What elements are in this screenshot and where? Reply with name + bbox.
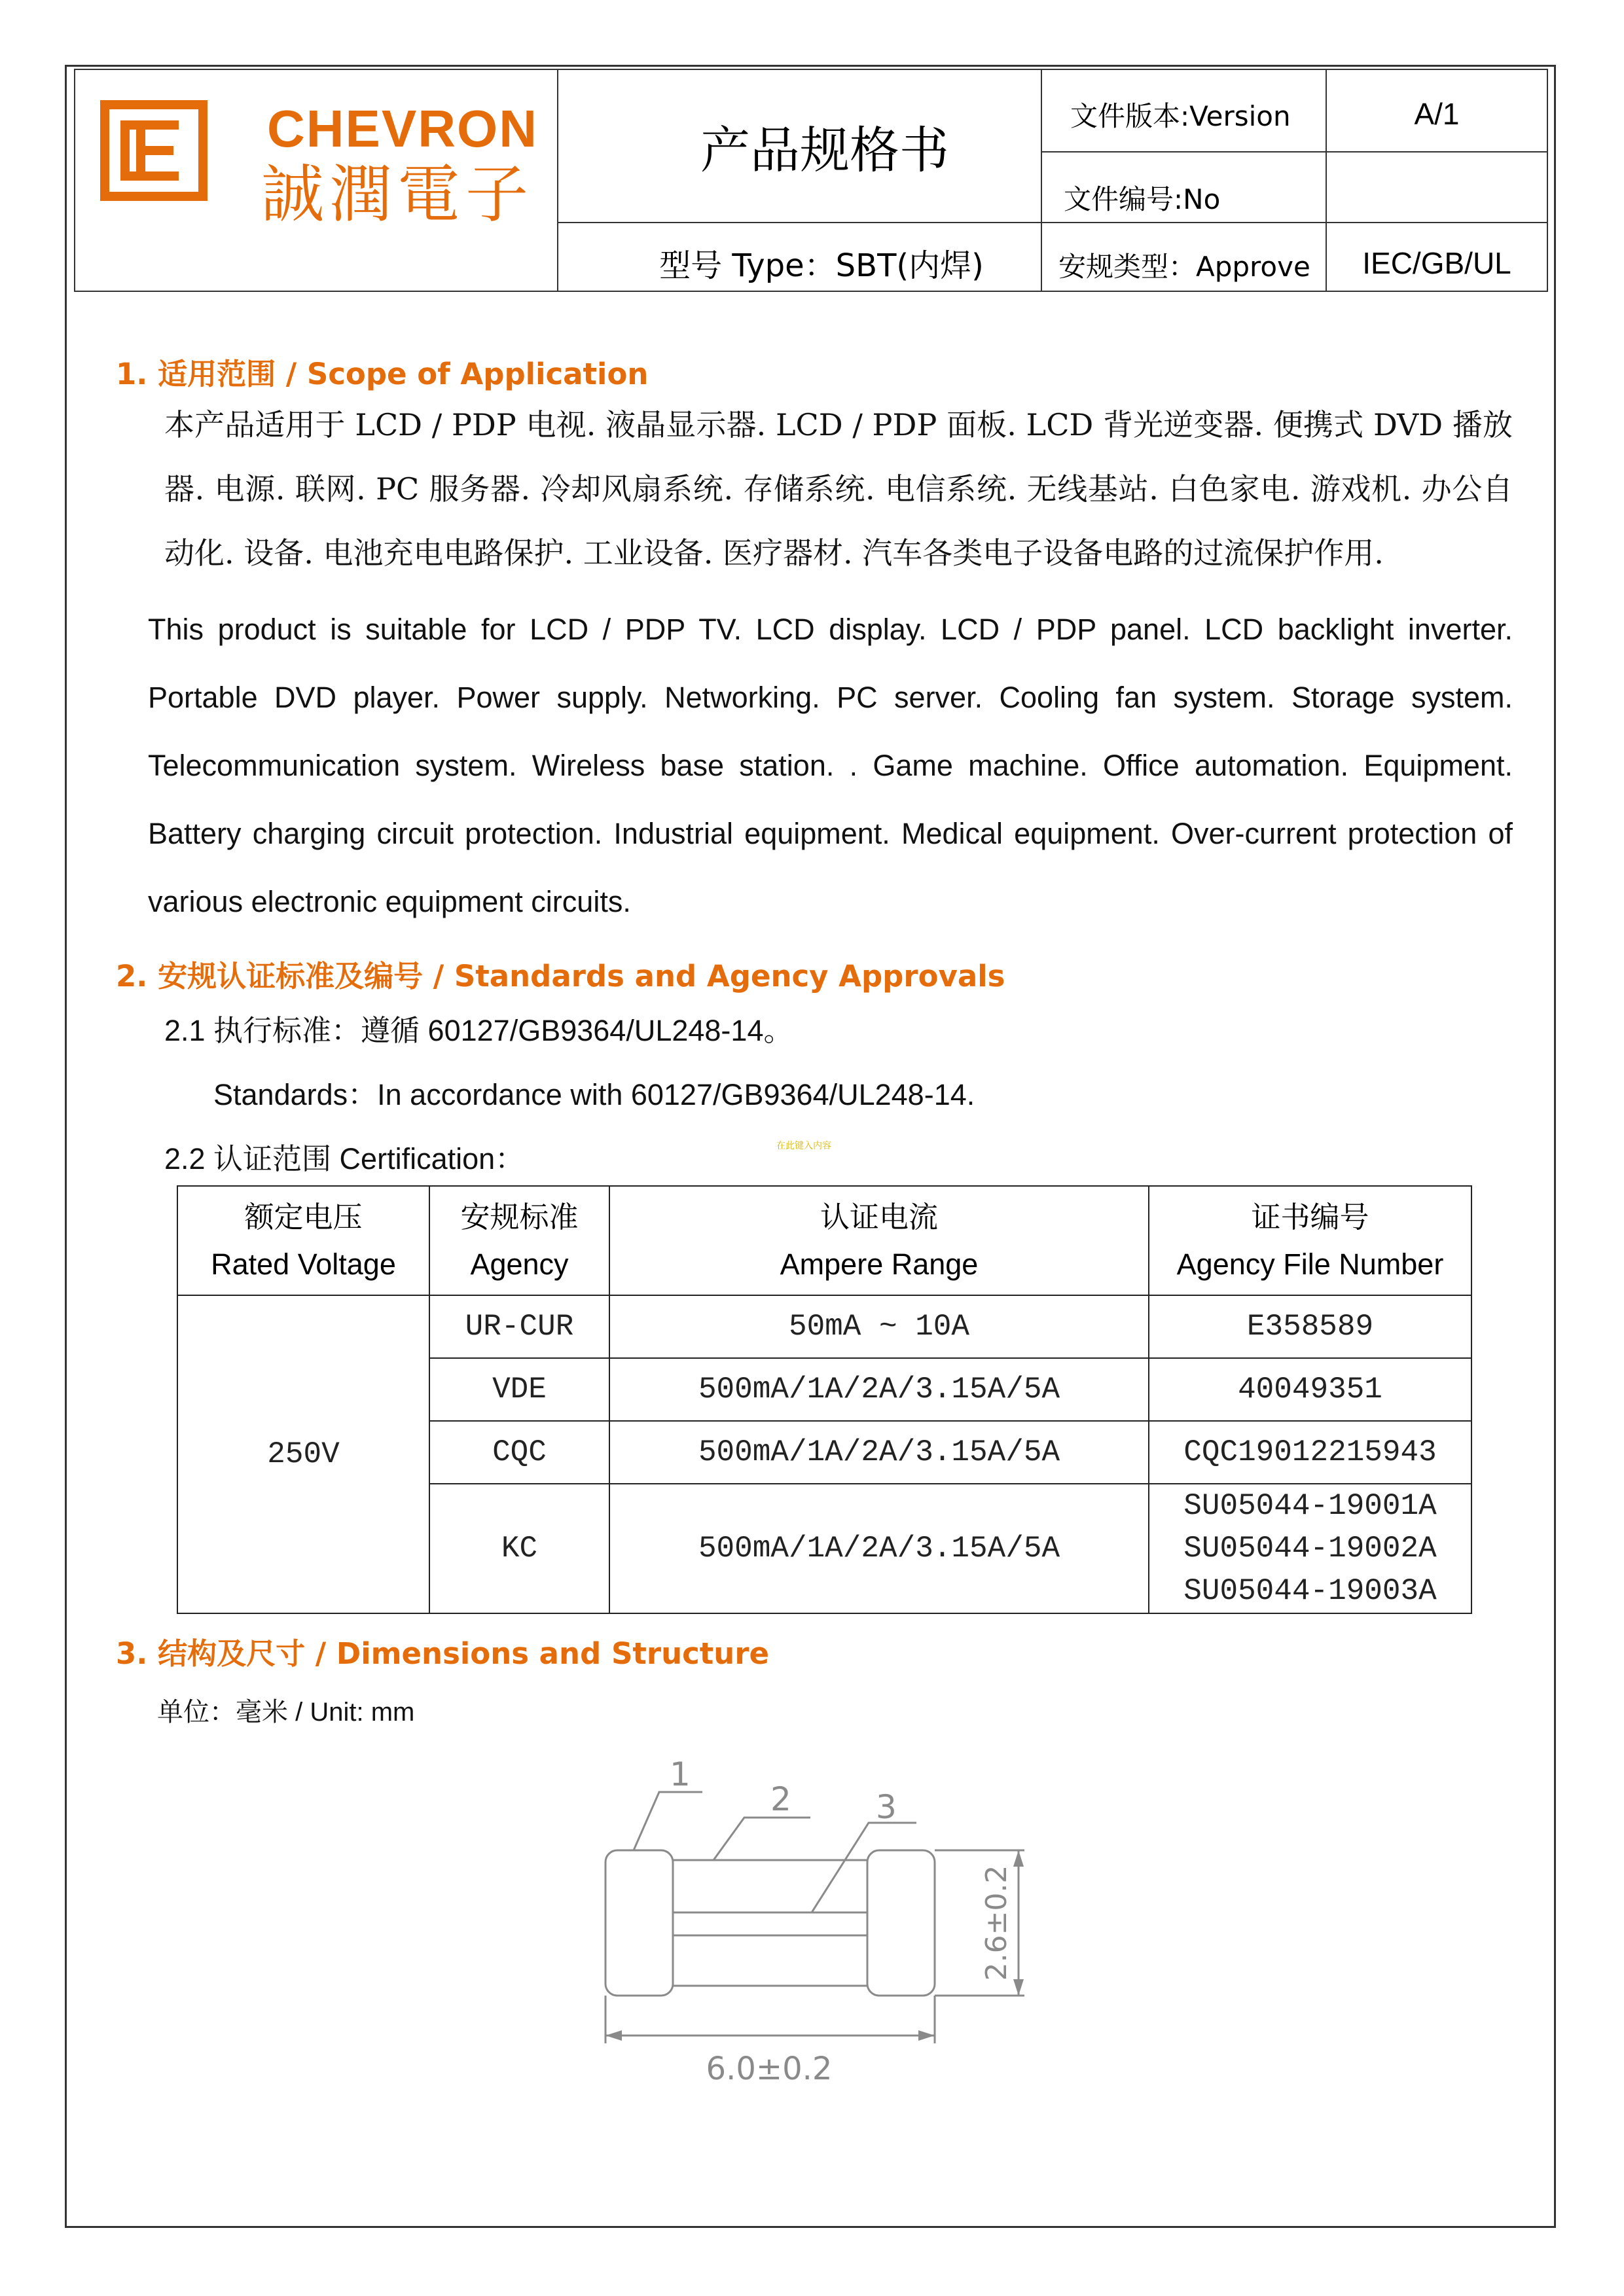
file-number-cell: 40049351 [1149,1358,1471,1421]
file-number-cell: CQC19012215943 [1149,1421,1471,1484]
agency-cell: KC [429,1484,609,1613]
file-number-line: SU05044-19002A [1183,1531,1437,1566]
version-label: 文件版本:Version [1070,100,1291,132]
standard-en: Standards：In accordance with 60127/GB9364/UL248-14. [213,1078,975,1111]
unit-note: 单位：毫米 / Unit: mm [157,1698,415,1727]
header-ampere-range: 认证电流 Ampere Range [609,1186,1149,1295]
standard-cn: 2.1 执行标准：遵循 60127/GB9364/UL248-14。 [164,1014,793,1047]
scope-cn-text: 本产品适用于 LCD / PDP 电视. 液晶显示器. LCD / PDP 面板. LCD 背光逆变器. 便携式 DVD 播放器. 电源. 联网. PC 服务器. 冷却风扇系统. 存储系统. 电信系统. 无线基站. 白色家电. 游戏机. 办公自动化. 设备. 电池充电电路保护. 工业设备. 医疗器材. 汽车各类电子设备电路的过流保护作用. [164,407,1513,571]
product-type: 型号 Type：SBT(内焊) [659,247,984,284]
rated-voltage-cell: 250V [177,1295,429,1613]
version-value: A/1 [1414,97,1460,131]
document-title: 产品规格书 [700,121,949,179]
range-cell: 500mA/1A/2A/3.15A/5A [609,1358,1149,1421]
section-3-title: 3. 结构及尺寸 / Dimensions and Structure [116,1636,770,1671]
brand-name-cn: 誠潤電子 [261,158,533,231]
leader-3 [812,1823,916,1912]
document-number-label: 文件编号:No [1064,183,1221,215]
label-1: 1 [670,1755,691,1793]
file-number-line: SU05044-19003A [1183,1573,1437,1608]
fuse-end-cap-right [867,1850,935,1996]
label-2: 2 [770,1780,791,1818]
fuse-dimension-diagram [576,1748,1113,2101]
header-agency: 安规标准 Agency [429,1186,609,1295]
label-3: 3 [876,1788,897,1826]
fuse-end-cap-left [605,1850,673,1996]
chevron-logo-icon [100,100,211,205]
placeholder-note: 在此键入内容 [776,1141,831,1151]
range-cell: 500mA/1A/2A/3.15A/5A [609,1484,1149,1613]
brand-name-en: CHEVRON [267,99,539,158]
range-cell: 500mA/1A/2A/3.15A/5A [609,1421,1149,1484]
file-number-cell: E358589 [1149,1295,1471,1358]
length-dimension: 6.0±0.2 [706,2051,833,2087]
approve-value: IEC/GB/UL [1362,246,1511,280]
section-2-title: 2. 安规认证标准及编号 / Standards and Agency Approvals [116,959,1005,994]
approve-label: 安规类型：Approve [1058,251,1310,283]
file-number-line: SU05044-19001A [1183,1488,1437,1523]
section-1-title: 1. 适用范围 / Scope of Application [116,357,649,391]
table-row [177,1295,1471,1358]
height-dimension: 2.6±0.2 [980,1865,1013,1981]
scope-en-text: This product is suitable for LCD / PDP TV. LCD display. LCD / PDP panel. LCD backlight inverter. Portable DVD player. Power supply. Networking. PC server. Cooling fan system. Storage system. Telecommunication system. Wireless base station. . Game machine. Office automation. Equipment. Battery charging circuit protection. Industrial equipment. Medical equipment. Over-current protection of various electronic equipment circuits. [148,613,1513,918]
table-header-row [177,1186,1471,1295]
header-file-number: 证书编号 Agency File Number [1149,1186,1471,1295]
certification-table [177,1185,1472,1614]
agency-cell: CQC [429,1421,609,1484]
file-number-cell [1149,1484,1471,1613]
header-rated-voltage: 额定电压 Rated Voltage [177,1186,429,1295]
agency-cell: UR-CUR [429,1295,609,1358]
leader-2 [713,1818,810,1860]
chevron-logo [100,98,558,231]
leader-1 [634,1792,702,1850]
certification-label: 2.2 认证范围 Certification： [164,1142,525,1175]
header-table [74,69,1548,292]
range-cell: 50mA ~ 10A [609,1295,1149,1358]
agency-cell: VDE [429,1358,609,1421]
